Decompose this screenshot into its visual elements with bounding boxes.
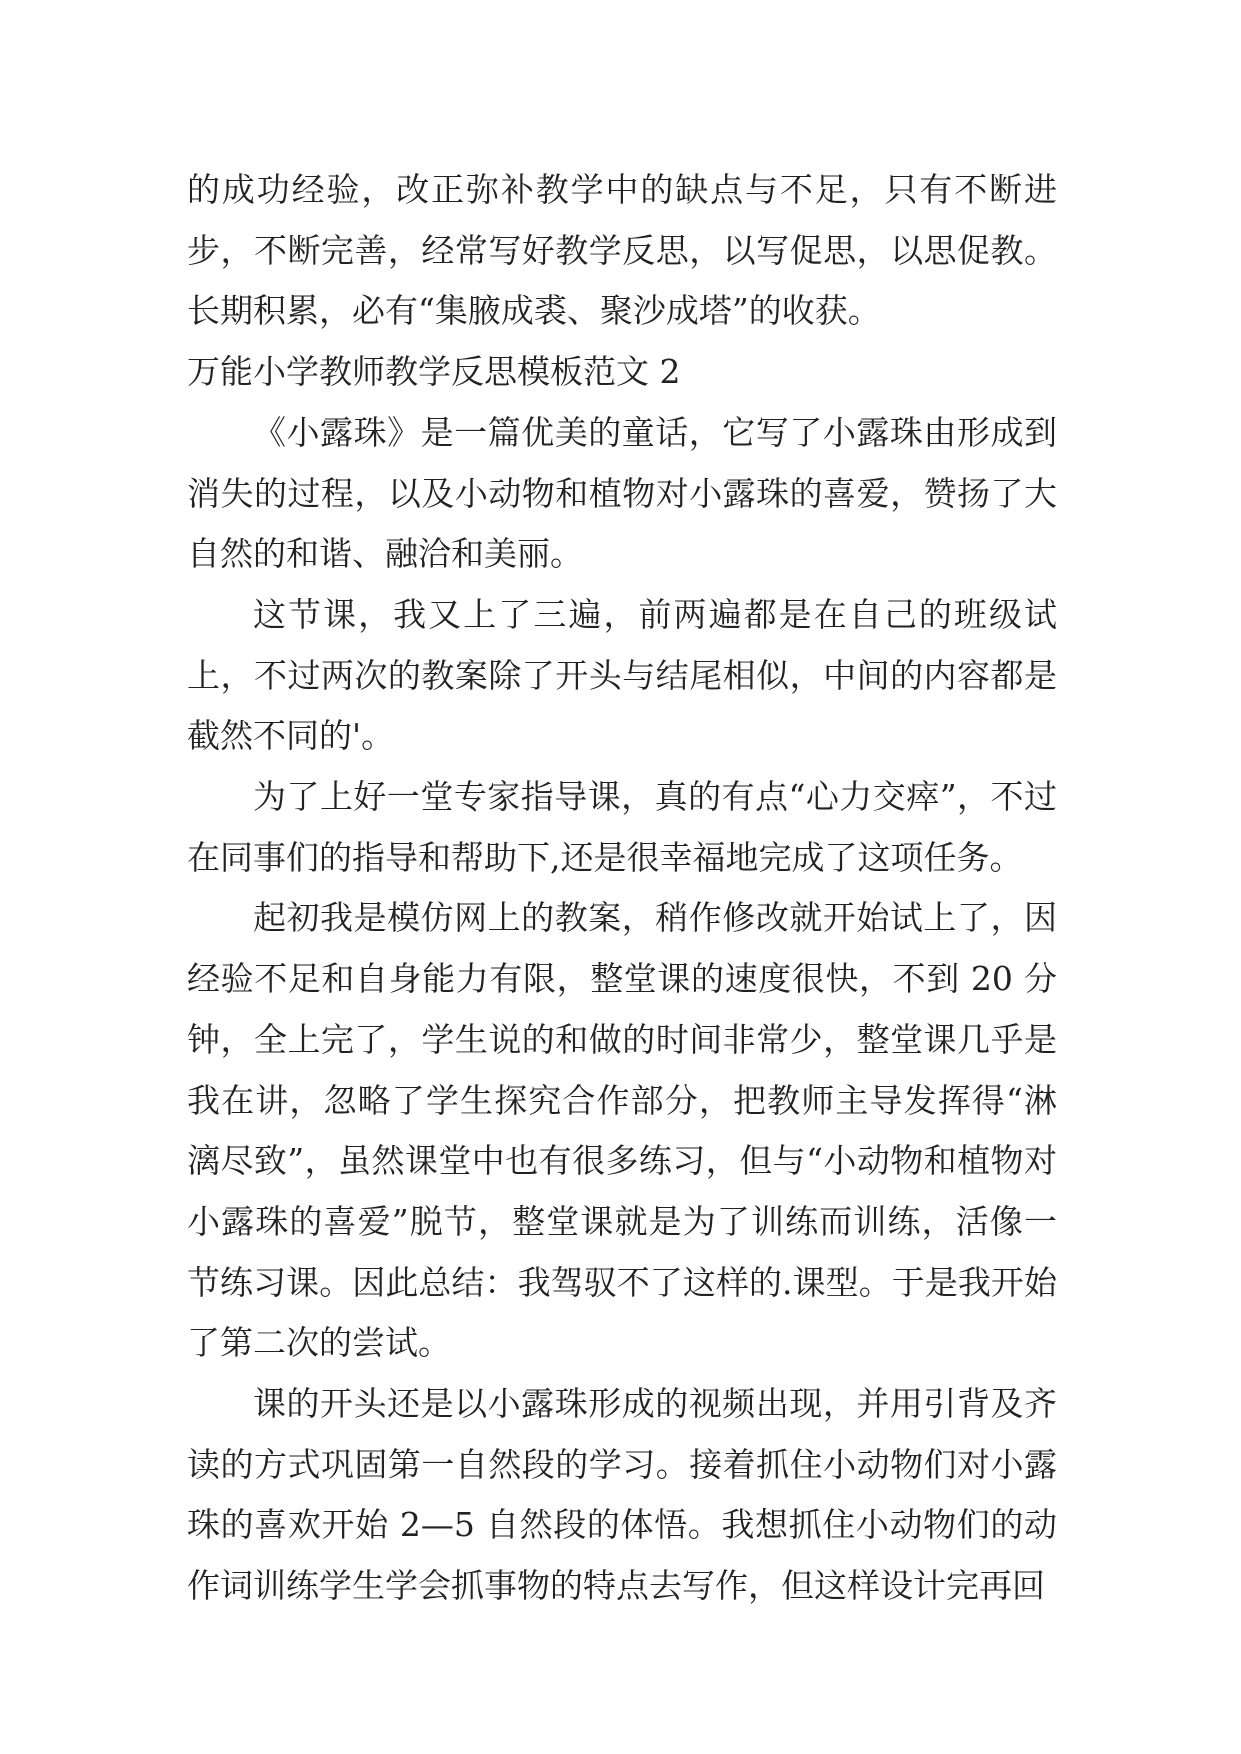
continuation-paragraph: 的成功经验，改正弥补教学中的缺点与不足，只有不断进步，不断完善，经常写好教学反思，以写促思，以思促教。长期积累，必有“集腋成裘、聚沙成塔”的收获。 (187, 170, 1057, 331)
paragraph-intro: 《小露珠》是一篇优美的童话，它写了小露珠由形成到消失的过程，以及小动物和植物对小露珠的喜爱，赞扬了大自然的和谐、融洽和美丽。 (187, 412, 1057, 574)
paragraph-expert-class: 为了上好一堂专家指导课，真的有点“心力交瘁”，不过在同事们的指导和帮助下,还是很幸福地完成了这项任务。 (187, 777, 1057, 877)
paragraph-three-times: 这节课，我又上了三遍，前两遍都是在自己的班级试上，不过两次的教案除了开头与结尾相似，中间的内容都是截然不同的'。 (187, 594, 1057, 756)
section-heading: 万能小学教师教学反思模板范文 2 (187, 352, 681, 392)
paragraph-first-attempt: 起初我是模仿网上的教案，稍作修改就开始试上了，因经验不足和自身能力有限，整堂课的速度很快，不到 20 分钟，全上完了，学生说的和做的时间非常少，整堂课几乎是我在讲，忽略了学生探究合作部分，把教师主导发挥得“淋漓尽致”，虽然课堂中也有很多练习，但与“小动物和植物对小露珠的喜爱”脱节，整堂课就是为了训练而训练，活像一节练习课。因此总结：我驾驭不了这样的.课型。于是我开始了第二次的尝试。 (187, 898, 1057, 1363)
paragraph-second-attempt: 课的开头还是以小露珠形成的视频出现，并用引背及齐读的方式巩固第一自然段的学习。接着抓住小动物们对小露珠的喜欢开始 2—5 自然段的体悟。我想抓住小动物们的动作词训练学生学会抓事物的特点去写作，但这样设计完再回 (187, 1384, 1057, 1606)
document-body (187, 160, 1057, 1617)
